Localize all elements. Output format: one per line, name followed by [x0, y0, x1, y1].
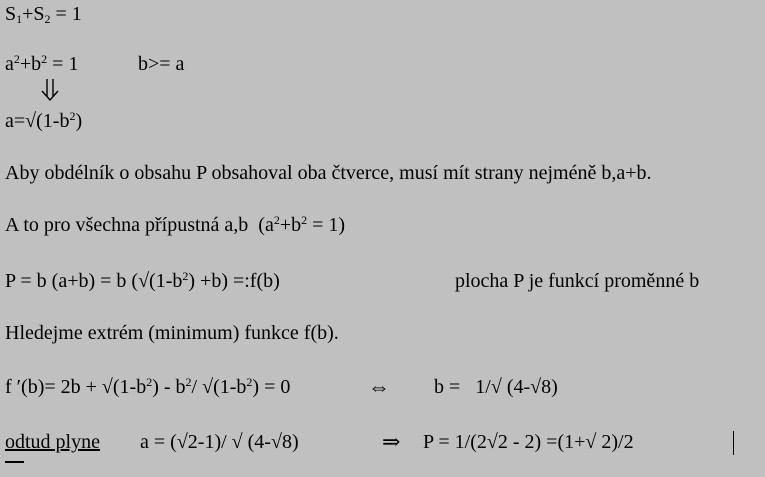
equation-s1-s2: $S_1+S_2 = 1$: [5, 3, 82, 26]
equation-a-result: a = (√2-1)/ √ (4-√8): [140, 431, 299, 453]
equation-derivative: f $'(b)= 2b + √(1-b^2) - b^2/$ $√(1-b^2) = 0$: [5, 375, 291, 398]
equation-a-root: $a=√(1-b^2)$: [5, 109, 83, 132]
note-area-function: plocha P je funkcí proměnné b: [455, 270, 700, 292]
condition-b-ge-a: b>= a: [138, 53, 185, 75]
double-arrow-down-icon: [40, 78, 60, 102]
underline-mark: [5, 461, 24, 463]
label-therefore: odtud plyne: [5, 431, 100, 453]
equation-area-function: P = b (a+b) = b $(√(1-b^2) +b)$ =:f(b): [5, 269, 280, 292]
equation-pythagoras: $a^2+b^2 = 1$: [5, 52, 79, 75]
equation-b-result: b = 1/√ (4-√8): [434, 376, 558, 398]
equivalence-icon: ⇔: [368, 374, 390, 399]
text-cursor: [733, 431, 734, 455]
implies-arrow-icon: ⇒: [382, 429, 401, 454]
text-rectangle-condition: Aby obdélník o obsahu P obsahoval oba čtverce, musí mít strany nejméně b,a+b.: [5, 162, 652, 184]
text-find-extreme: Hledejme extrém (minimum) funkce f(b).: [5, 322, 339, 344]
text-admissible-ab: A to pro všechna přípustná a,b $(a^2+b^2 = 1)$: [5, 213, 346, 236]
equation-p-result: P = 1/(2√2 - 2) =(1+√ 2)/2: [423, 431, 634, 453]
